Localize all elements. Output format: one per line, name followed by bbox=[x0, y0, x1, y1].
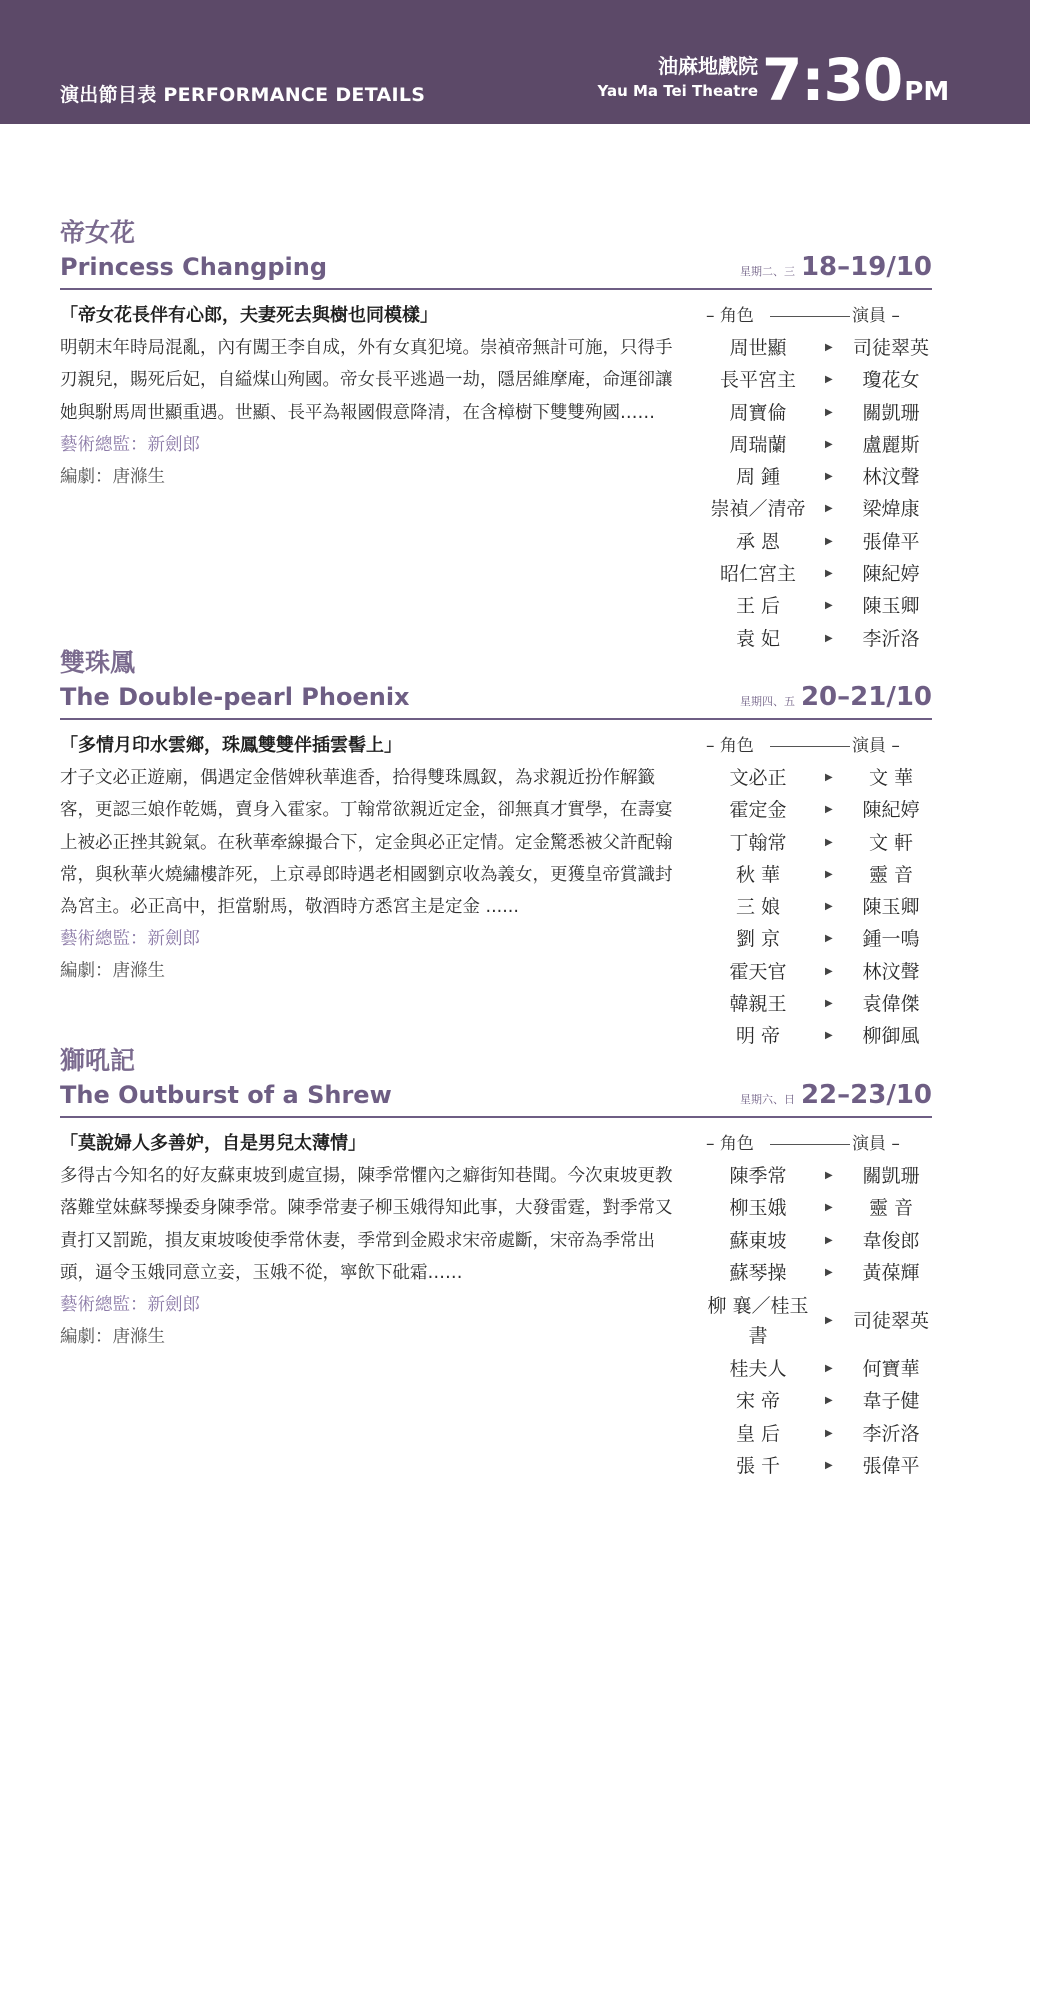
cast-actor: 韋子健 bbox=[862, 1390, 920, 1413]
cast-role: 蘇東坡 bbox=[729, 1229, 787, 1252]
time-value: 7:30 bbox=[762, 46, 903, 114]
cast-header-actor: 演員 – bbox=[852, 736, 900, 756]
cast-row bbox=[700, 891, 932, 923]
venue bbox=[597, 52, 758, 102]
cast-role: 秋 華 bbox=[735, 863, 781, 886]
cast-actor: 黃葆輝 bbox=[862, 1261, 920, 1284]
bullet-icon: ▶ bbox=[825, 1234, 833, 1246]
cast-role: 柳 襄／桂玉書 bbox=[707, 1295, 809, 1348]
cast-header bbox=[700, 300, 932, 332]
show-outburst-of-a-shrew bbox=[60, 1044, 932, 1478]
cast-actor: 梁煒康 bbox=[862, 498, 920, 521]
cast-row bbox=[700, 956, 932, 988]
venue-name-en: Yau Ma Tei Theatre bbox=[597, 82, 758, 100]
cast-row bbox=[700, 1385, 932, 1417]
cast-role: 陳季常 bbox=[729, 1165, 787, 1187]
bullet-icon: ▶ bbox=[825, 772, 833, 783]
cast-row bbox=[700, 1160, 932, 1192]
show-dates bbox=[740, 1078, 932, 1117]
cast-actor: 文 軒 bbox=[868, 831, 914, 854]
cast-row bbox=[700, 397, 932, 429]
bullet-icon: ▶ bbox=[825, 406, 833, 418]
show-title-en: The Outburst of a Shrew bbox=[60, 1081, 392, 1109]
cast-row bbox=[700, 526, 932, 558]
tagline-quote: 「莫說婦人多善妒，自是男兒太薄情」 bbox=[60, 1133, 366, 1154]
cast-role: 王 后 bbox=[735, 595, 781, 618]
cast-row bbox=[700, 461, 932, 493]
cast-role: 周 鍾 bbox=[735, 466, 781, 489]
bullet-icon: ▶ bbox=[825, 868, 833, 880]
bullet-icon: ▶ bbox=[825, 374, 833, 386]
cast-header-actor: 演員 – bbox=[852, 306, 900, 326]
cast-actor: 袁偉傑 bbox=[862, 993, 920, 1016]
synopsis bbox=[60, 1128, 680, 1353]
bullet-icon: ▶ bbox=[825, 438, 833, 450]
cast-actor: 瓊花女 bbox=[862, 369, 920, 392]
cast-role: 文必正 bbox=[729, 767, 787, 789]
cast-actor: 何寶華 bbox=[862, 1358, 920, 1381]
cast-role: 三 娘 bbox=[735, 896, 781, 919]
cast-row bbox=[700, 493, 932, 525]
cast-row bbox=[700, 1289, 932, 1353]
show-dates bbox=[740, 680, 932, 719]
cast-header-role: – 角色 bbox=[706, 1134, 754, 1154]
cast-header-role: – 角色 bbox=[706, 736, 754, 756]
cast-role: 皇 后 bbox=[735, 1422, 781, 1445]
show-princess-changping bbox=[60, 216, 932, 650]
cast-header-actor: 演員 – bbox=[852, 1134, 900, 1154]
cast-actor: 靈 音 bbox=[868, 1197, 914, 1220]
bullet-icon: ▶ bbox=[825, 471, 833, 483]
cast-role: 承 恩 bbox=[735, 530, 781, 553]
bullet-icon: ▶ bbox=[825, 1315, 833, 1327]
cast-header bbox=[700, 730, 932, 762]
page-header bbox=[0, 0, 1030, 124]
venue-name-zh: 油麻地戲院 bbox=[658, 54, 758, 78]
cast-actor: 陳紀婷 bbox=[862, 799, 920, 822]
section-label: 演出節目表 PERFORMANCE DETAILS bbox=[60, 84, 426, 106]
bullet-icon: ▶ bbox=[825, 965, 833, 977]
cast-row bbox=[700, 1225, 932, 1257]
cast-actor: 盧麗斯 bbox=[862, 433, 920, 456]
art-director-credit: 藝術總監：新劍郎 bbox=[60, 929, 200, 950]
cast-row bbox=[700, 827, 932, 859]
show-title-zh: 帝女花 bbox=[60, 218, 136, 247]
art-director-credit: 藝術總監：新劍郎 bbox=[60, 434, 200, 455]
writer-credit: 編劇：唐滌生 bbox=[60, 961, 165, 982]
cast-actor: 司徒翠英 bbox=[852, 1310, 929, 1333]
cast-list bbox=[700, 300, 932, 655]
cast-role: 袁 妃 bbox=[735, 627, 781, 650]
bullet-icon: ▶ bbox=[825, 1460, 833, 1472]
cast-actor: 李沂洛 bbox=[862, 1422, 920, 1445]
cast-role: 柳玉娥 bbox=[729, 1197, 787, 1220]
cast-role: 明 帝 bbox=[735, 1025, 781, 1048]
cast-actor: 關凱珊 bbox=[862, 1165, 920, 1187]
show-title-en: Princess Changping bbox=[60, 253, 327, 281]
cast-row bbox=[700, 1353, 932, 1385]
bullet-icon: ▶ bbox=[825, 1395, 833, 1407]
cast-header-line bbox=[770, 1144, 850, 1145]
cast-row bbox=[700, 794, 932, 826]
show-dates bbox=[740, 250, 932, 289]
synopsis-text: 多得古今知名的好友蘇東坡到處宣揚，陳季常懼內之癖街知巷聞。今次東坡更教落難堂妹蘇琴操委身陳季常。陳季常妻子柳玉娥得知此事，大發雷霆，對季常又責打又罰跪，損友東坡唆使季常休妻，季常到金殿求宋帝處斷，宋帝為季常出頭，逼令玉娥同意立妾，玉娥不從，寧飲下砒霜…… bbox=[60, 1166, 673, 1283]
show-time bbox=[762, 48, 949, 124]
cast-actor: 陳玉卿 bbox=[862, 896, 920, 919]
bullet-icon: ▶ bbox=[825, 342, 833, 353]
tagline-quote: 「多情月印水雲鄉，珠鳳雙雙伴插雲髻上」 bbox=[60, 735, 402, 756]
cast-actor: 柳御風 bbox=[862, 1025, 920, 1048]
cast-actor: 關凱珊 bbox=[862, 401, 920, 424]
show-date-range: 22–23/10 bbox=[800, 1080, 932, 1110]
cast-row bbox=[700, 429, 932, 461]
bullet-icon: ▶ bbox=[825, 1363, 833, 1375]
cast-role: 周寶倫 bbox=[729, 401, 787, 424]
cast-role: 張 千 bbox=[735, 1455, 781, 1478]
cast-role: 周瑞蘭 bbox=[729, 433, 787, 456]
cast-actor: 李沂洛 bbox=[862, 627, 920, 650]
cast-row bbox=[700, 923, 932, 955]
bullet-icon: ▶ bbox=[825, 998, 833, 1010]
writer-credit: 編劇：唐滌生 bbox=[60, 466, 165, 487]
show-days: 星期二、三 bbox=[739, 265, 795, 278]
bullet-icon: ▶ bbox=[825, 632, 833, 644]
cast-row bbox=[700, 988, 932, 1020]
cast-header bbox=[700, 1128, 932, 1160]
cast-header-line bbox=[770, 746, 850, 747]
cast-role: 長平宮主 bbox=[719, 369, 796, 392]
synopsis bbox=[60, 730, 680, 987]
cast-actor: 司徒翠英 bbox=[852, 337, 929, 359]
cast-role: 宋 帝 bbox=[735, 1390, 781, 1413]
cast-role: 霍定金 bbox=[729, 799, 787, 822]
bullet-icon: ▶ bbox=[825, 1427, 833, 1439]
show-title-en: The Double-pearl Phoenix bbox=[60, 683, 410, 711]
cast-row bbox=[700, 859, 932, 891]
cast-actor: 張偉平 bbox=[862, 1455, 920, 1478]
synopsis-text: 明朝末年時局混亂，內有闖王李自成，外有女真犯境。崇禎帝無計可施，只得手刃親兒，賜死后妃，自縊煤山殉國。帝女長平逃過一劫，隱居維摩庵，命運卻讓她與駙馬周世顯重遇。世顯、長平為報國假意降清，在含樟樹下雙雙殉國…… bbox=[60, 338, 673, 423]
cast-row bbox=[700, 364, 932, 396]
cast-role: 崇禎／清帝 bbox=[710, 498, 806, 521]
writer-credit: 編劇：唐滌生 bbox=[60, 1327, 165, 1348]
show-date-range: 18–19/10 bbox=[800, 252, 932, 282]
show-days: 星期四、五 bbox=[739, 695, 795, 708]
bullet-icon: ▶ bbox=[825, 933, 833, 945]
cast-role: 韓親王 bbox=[729, 993, 787, 1016]
cast-row bbox=[700, 762, 932, 794]
show-days: 星期六、日 bbox=[739, 1093, 795, 1106]
bullet-icon: ▶ bbox=[825, 836, 833, 848]
bullet-icon: ▶ bbox=[825, 901, 833, 913]
show-title-zh: 獅吼記 bbox=[60, 1046, 136, 1075]
cast-actor: 林汶聲 bbox=[862, 960, 920, 983]
tagline-quote: 「帝女花長伴有心郎，夫妻死去與樹也同模樣」 bbox=[60, 305, 438, 326]
cast-actor: 韋俊郎 bbox=[862, 1229, 920, 1252]
bullet-icon: ▶ bbox=[825, 1170, 833, 1181]
bullet-icon: ▶ bbox=[825, 1202, 833, 1214]
bullet-icon: ▶ bbox=[825, 804, 833, 816]
time-ampm: PM bbox=[904, 77, 950, 107]
art-director-credit: 藝術總監：新劍郎 bbox=[60, 1295, 200, 1316]
cast-row bbox=[700, 332, 932, 364]
show-title-zh: 雙珠鳳 bbox=[60, 648, 136, 677]
cast-row bbox=[700, 1450, 932, 1482]
cast-row bbox=[700, 590, 932, 622]
cast-row bbox=[700, 1257, 932, 1289]
cast-actor: 文 華 bbox=[868, 767, 914, 789]
cast-role: 霍天官 bbox=[729, 960, 787, 983]
cast-actor: 林汶聲 bbox=[862, 466, 920, 489]
cast-actor: 陳紀婷 bbox=[862, 563, 920, 586]
cast-row bbox=[700, 558, 932, 590]
show-date-range: 20–21/10 bbox=[800, 682, 932, 712]
bullet-icon: ▶ bbox=[825, 600, 833, 612]
cast-role: 劉 京 bbox=[735, 928, 781, 951]
cast-row bbox=[700, 1418, 932, 1450]
bullet-icon: ▶ bbox=[825, 1030, 833, 1042]
cast-role: 桂夫人 bbox=[729, 1358, 787, 1381]
bullet-icon: ▶ bbox=[825, 568, 833, 580]
show-double-pearl-phoenix bbox=[60, 646, 932, 1048]
cast-actor: 張偉平 bbox=[862, 530, 920, 553]
bullet-icon: ▶ bbox=[825, 1266, 833, 1278]
cast-role: 周世顯 bbox=[729, 337, 787, 359]
cast-row bbox=[700, 1192, 932, 1224]
cast-role: 昭仁宮主 bbox=[719, 563, 796, 586]
cast-role: 蘇琴操 bbox=[729, 1261, 787, 1284]
synopsis-text: 才子文必正遊廟，偶遇定金偕婢秋華進香，拾得雙珠鳳釵，為求親近扮作解籤客，更認三娘作乾媽，賣身入霍家。丁翰常欲親近定金，卻無真才實學，在壽宴上被必正挫其銳氣。在秋華牽線撮合下，定金與必正定情。定金驚悉被父許配翰常，與秋華火燒繡樓詐死，上京尋郎時遇老相國劉京收為義女，更獲皇帝賞識封為宮主。必正高中，拒當駙馬，敬酒時方悉宮主是定金 ...... bbox=[60, 768, 673, 918]
cast-actor: 鍾一鳴 bbox=[862, 928, 920, 951]
cast-list bbox=[700, 730, 932, 1053]
cast-actor: 陳玉卿 bbox=[862, 595, 920, 618]
cast-actor: 靈 音 bbox=[868, 863, 914, 886]
cast-header-line bbox=[770, 316, 850, 317]
cast-header-role: – 角色 bbox=[706, 306, 754, 326]
cast-list bbox=[700, 1128, 932, 1482]
bullet-icon: ▶ bbox=[825, 503, 833, 515]
cast-role: 丁翰常 bbox=[729, 831, 787, 854]
synopsis bbox=[60, 300, 680, 493]
bullet-icon: ▶ bbox=[825, 535, 833, 547]
